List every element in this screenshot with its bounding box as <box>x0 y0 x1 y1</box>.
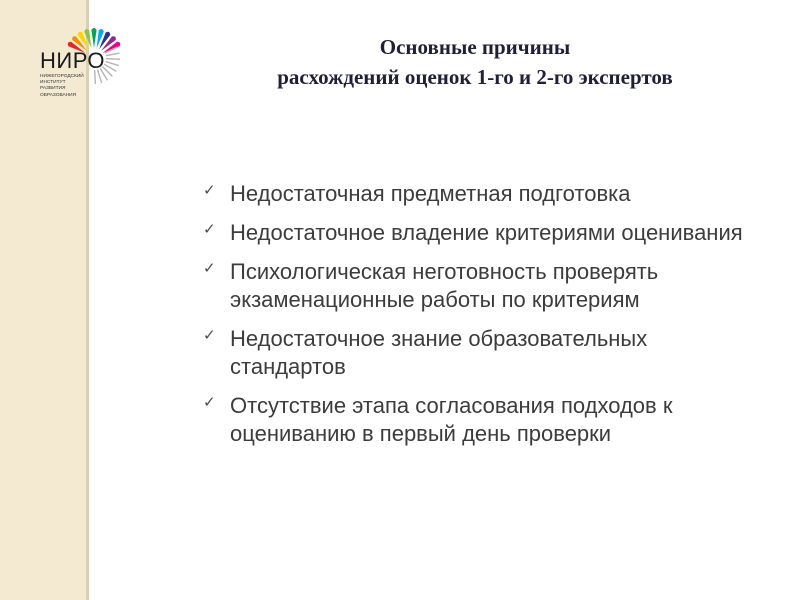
logo-petal <box>84 29 91 48</box>
reasons-list <box>203 180 798 459</box>
list-item <box>203 180 798 208</box>
list-item-text: экзаменационные работы по критериям <box>230 287 640 312</box>
list-item-text: стандартов <box>230 354 346 379</box>
list-item-text: Недостаточное знание образовательных <box>230 326 648 351</box>
checkmark-icon: ✓ <box>203 260 216 277</box>
logo-subtitle-line: РАЗВИТИЯ <box>40 86 66 92</box>
logo-ray <box>106 53 120 56</box>
list-item <box>203 258 798 314</box>
list-item-text: Недостаточная предметная подготовка <box>230 181 631 206</box>
list-item-text: Недостаточное владение критериями оценивания <box>230 220 743 245</box>
logo-ray <box>105 62 118 66</box>
checkmark-icon: ✓ <box>203 182 216 199</box>
logo-subtitle-line: ОБРАЗОВАНИЯ <box>40 92 77 98</box>
list-item <box>203 325 798 381</box>
list-item-text: оцениванию в первый день проверки <box>230 421 612 446</box>
logo-subtitle <box>40 74 110 99</box>
slide-title-line-2: расхождений оценок 1-го и 2-го экспертов <box>277 65 673 89</box>
list-item-text: Отсутствие этапа согласования подходов к <box>230 393 673 418</box>
list-item <box>203 392 798 448</box>
logo-name: НИРО <box>40 48 106 73</box>
logo-ray <box>106 59 120 60</box>
checkmark-icon: ✓ <box>203 221 216 238</box>
slide-title-line-1: Основные причины <box>379 35 571 59</box>
checkmark-icon: ✓ <box>203 327 216 344</box>
checkmark-icon: ✓ <box>203 394 216 411</box>
logo-petal <box>91 28 96 48</box>
logo-petal <box>97 29 104 48</box>
niro-logo <box>34 14 144 106</box>
logo-subtitle-line: НИЖЕГОРОДСКИЙ <box>40 74 84 79</box>
list-item <box>203 219 798 247</box>
slide-title <box>190 32 760 92</box>
logo-subtitle-line: ИНСТИТУТ <box>40 80 66 86</box>
list-item-text: Психологическая неготовность проверять <box>230 259 659 284</box>
